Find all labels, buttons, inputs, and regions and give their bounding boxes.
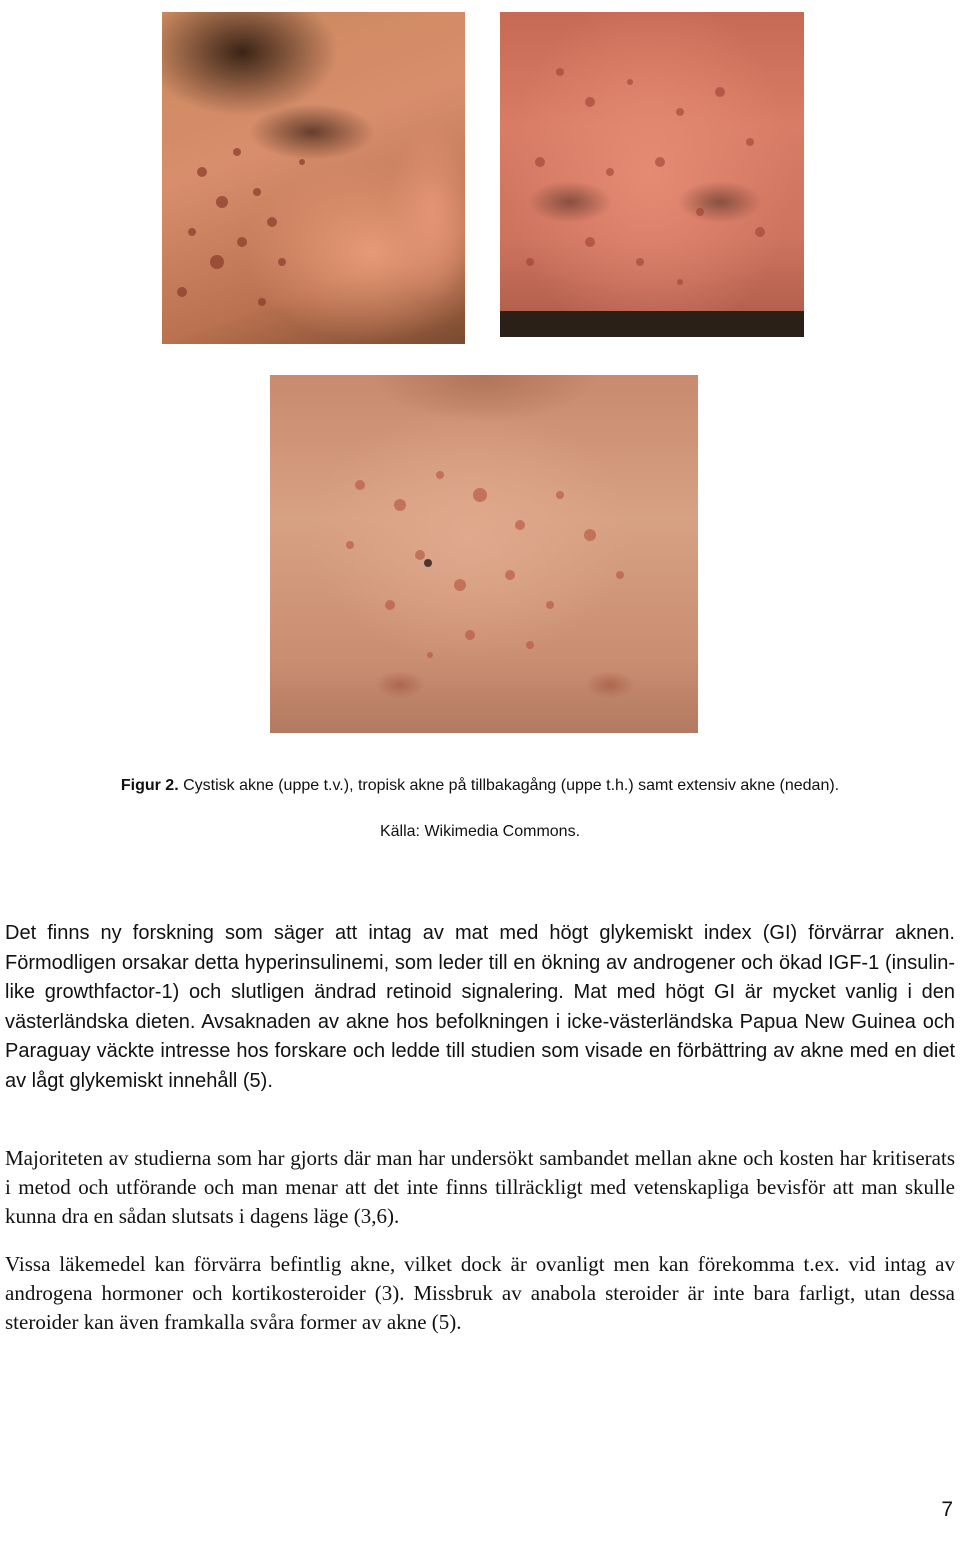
page-number: 7 — [941, 1498, 953, 1521]
photo-extensive-acne-chest — [270, 375, 698, 733]
paragraph-studies-critique: Majoriteten av studierna som har gjorts där man har undersökt sambandet mellan akne och kosten har kritiserats i metod och utförande och man menar att det inte finns tillräckligt med vetenskapliga bevisför att man skulle kunna dra en sådan slutsats i dagens läge (3,6). — [5, 1146, 955, 1228]
photo-cystic-acne-face — [162, 12, 465, 344]
photo-tropical-acne-torso — [500, 12, 804, 337]
paragraph-gi-diet: Det finns ny forskning som säger att intag av mat med högt glykemiskt index (GI) förvärrar aknen. Förmodligen orsakar detta hyperinsulinemi, som leder till en ökning av androgener och ökad IGF-1 (insulin-like growthfactor-1) och slutligen ändrad retinoid signalering. Mat med högt GI är mycket vanlig i den västerländska dieten. Avsaknaden av akne hos befolkningen i icke-västerländska Papua New Guinea och Paraguay väckte intresse hos forskare och ledde till studien som visade en förbättring av akne med en diet av lågt glykemiskt innehåll (5). — [5, 922, 955, 1092]
paragraph-medication: Vissa läkemedel kan förvärra befintlig akne, vilket dock är ovanligt men kan förekomma t.ex. vid intag av androgena hormoner och kortikosteroider (3). Missbruk av anabola steroider är inte bara farligt, utan dessa steroider kan även framkalla svåra former av akne (5). — [5, 1252, 955, 1334]
acne-spots — [162, 12, 465, 344]
acne-spots — [270, 375, 698, 733]
figure-caption — [0, 777, 960, 795]
acne-spots — [500, 12, 804, 337]
figure-caption-text: Cystisk akne (uppe t.v.), tropisk akne på tillbakagång (uppe t.h.) samt extensiv akne (nedan). — [178, 777, 840, 794]
figure-source: Källa: Wikimedia Commons. — [379, 823, 581, 840]
figure-caption-label: Figur 2. — [120, 777, 179, 794]
